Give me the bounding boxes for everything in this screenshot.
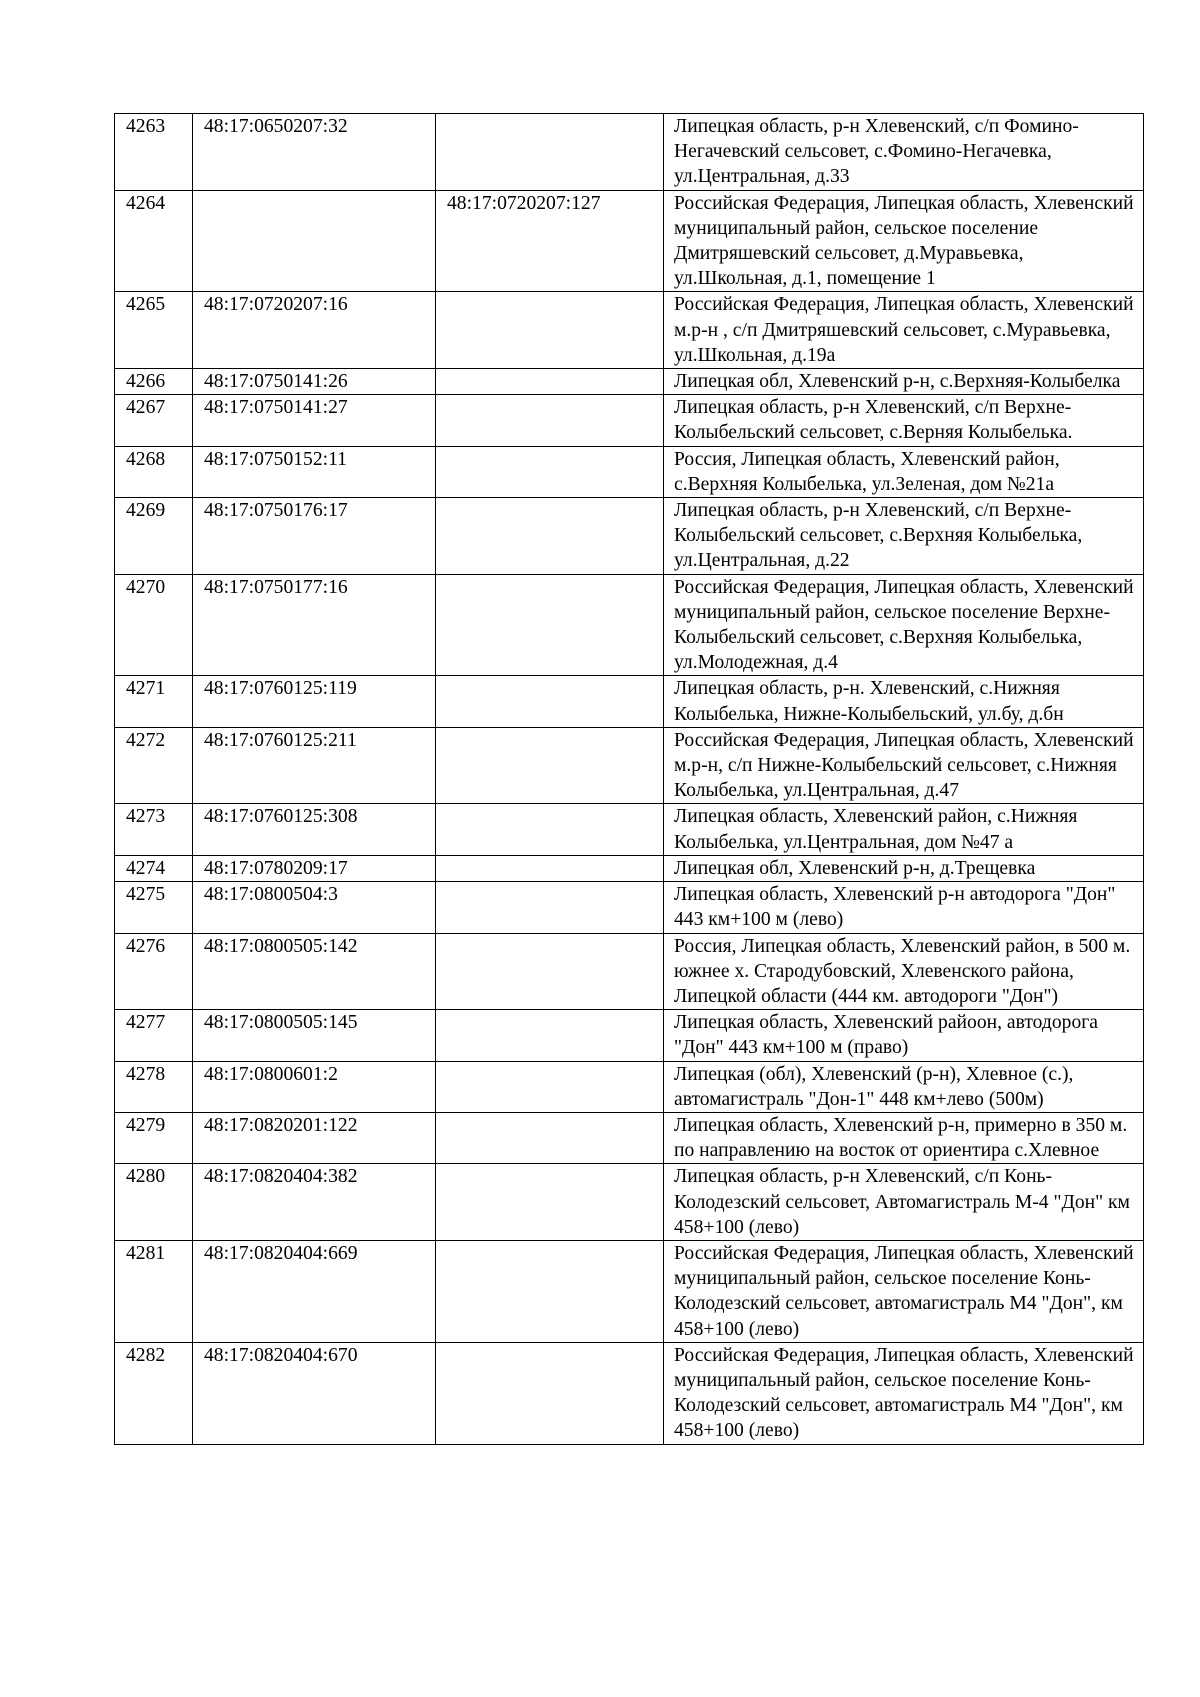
cadastral-number-secondary — [436, 446, 664, 497]
cadastral-number: 48:17:0760125:308 — [193, 804, 436, 855]
table-row — [115, 498, 1144, 575]
address-cell: Россия, Липецкая область, Хлевенский район, с.Верхняя Колыбелька, ул.Зеленая, дом №21а — [664, 446, 1144, 497]
cadastral-number — [193, 190, 436, 292]
table-row — [115, 804, 1144, 855]
cadastral-number: 48:17:0820404:670 — [193, 1342, 436, 1444]
row-number: 4276 — [115, 933, 193, 1010]
cadastral-number-secondary — [436, 292, 664, 369]
table-row — [115, 574, 1144, 676]
row-number: 4272 — [115, 727, 193, 804]
row-number: 4265 — [115, 292, 193, 369]
table-row — [115, 727, 1144, 804]
address-cell: Российская Федерация, Липецкая область, Хлевенский муниципальный район, сельское поселение Конь-Колодезский сельсовет, автомагистраль М4 "Дон", км 458+100 (лево) — [664, 1240, 1144, 1342]
cadastral-number: 48:17:0750152:11 — [193, 446, 436, 497]
address-cell: Липецкая обл, Хлевенский р-н, д.Трещевка — [664, 855, 1144, 881]
address-cell: Липецкая область, р-н Хлевенский, с/п Верхне-Колыбельский сельсовет, с.Верняя Колыбелька. — [664, 395, 1144, 446]
cadastral-number-secondary — [436, 369, 664, 395]
row-number: 4269 — [115, 498, 193, 575]
row-number: 4280 — [115, 1164, 193, 1241]
cadastral-number-secondary — [436, 498, 664, 575]
table-row — [115, 855, 1144, 881]
cadastral-number: 48:17:0750141:26 — [193, 369, 436, 395]
cadastral-number-secondary — [436, 676, 664, 727]
row-number: 4264 — [115, 190, 193, 292]
row-number: 4263 — [115, 114, 193, 191]
address-cell: Российская Федерация, Липецкая область, Хлевенский муниципальный район, сельское поселение Конь-Колодезский сельсовет, автомагистраль М4 "Дон", км 458+100 (лево) — [664, 1342, 1144, 1444]
address-cell: Липецкая область, р-н Хлевенский, с/п Верхне-Колыбельский сельсовет, с.Верхняя Колыбелька, ул.Центральная, д.22 — [664, 498, 1144, 575]
cadastral-number-secondary — [436, 1240, 664, 1342]
row-number: 4282 — [115, 1342, 193, 1444]
cadastral-number-secondary — [436, 882, 664, 933]
cadastral-number-secondary — [436, 727, 664, 804]
cadastral-number: 48:17:0800505:145 — [193, 1010, 436, 1061]
registry-table-body — [115, 114, 1144, 1445]
table-row — [115, 369, 1144, 395]
address-cell: Российская Федерация, Липецкая область, Хлевенский муниципальный район, сельское поселение Дмитряшевский сельсовет, д.Муравьевка, ул.Школьная, д.1, помещение 1 — [664, 190, 1144, 292]
cadastral-number-secondary — [436, 114, 664, 191]
cadastral-number: 48:17:0800504:3 — [193, 882, 436, 933]
table-row — [115, 882, 1144, 933]
cadastral-number-secondary — [436, 1164, 664, 1241]
row-number: 4281 — [115, 1240, 193, 1342]
cadastral-number: 48:17:0760125:119 — [193, 676, 436, 727]
cadastral-number-secondary — [436, 804, 664, 855]
address-cell: Российская Федерация, Липецкая область, Хлевенский муниципальный район, сельское поселение Верхне-Колыбельский сельсовет, с.Верхняя Колыбелька, ул.Молодежная, д.4 — [664, 574, 1144, 676]
cadastral-number: 48:17:0820201:122 — [193, 1112, 436, 1163]
table-row — [115, 292, 1144, 369]
row-number: 4273 — [115, 804, 193, 855]
cadastral-number: 48:17:0800505:142 — [193, 933, 436, 1010]
cadastral-number: 48:17:0750176:17 — [193, 498, 436, 575]
table-row — [115, 1240, 1144, 1342]
address-cell: Липецкая обл, Хлевенский р-н, с.Верхняя-Колыбелка — [664, 369, 1144, 395]
address-cell: Липецкая область, Хлевенский р-н, примерно в 350 м. по направлению на восток от ориентира с.Хлевное — [664, 1112, 1144, 1163]
row-number: 4266 — [115, 369, 193, 395]
table-row — [115, 1342, 1144, 1444]
table-row — [115, 446, 1144, 497]
address-cell: Российская Федерация, Липецкая область, Хлевенский м.р-н , с/п Дмитряшевский сельсовет, с.Муравьевка, ул.Школьная, д.19а — [664, 292, 1144, 369]
table-row — [115, 1061, 1144, 1112]
cadastral-number: 48:17:0650207:32 — [193, 114, 436, 191]
table-row — [115, 190, 1144, 292]
cadastral-number-secondary — [436, 1010, 664, 1061]
row-number: 4277 — [115, 1010, 193, 1061]
address-cell: Липецкая область, Хлевенский р-н автодорога "Дон" 443 км+100 м (лево) — [664, 882, 1144, 933]
row-number: 4267 — [115, 395, 193, 446]
row-number: 4279 — [115, 1112, 193, 1163]
cadastral-number-secondary — [436, 395, 664, 446]
cadastral-number-secondary: 48:17:0720207:127 — [436, 190, 664, 292]
cadastral-number-secondary — [436, 933, 664, 1010]
row-number: 4271 — [115, 676, 193, 727]
table-row — [115, 1010, 1144, 1061]
table-row — [115, 114, 1144, 191]
table-row — [115, 676, 1144, 727]
cadastral-number: 48:17:0780209:17 — [193, 855, 436, 881]
address-cell: Липецкая область, Хлевенский райоон, автодорога "Дон" 443 км+100 м (право) — [664, 1010, 1144, 1061]
cadastral-number: 48:17:0820404:382 — [193, 1164, 436, 1241]
row-number: 4274 — [115, 855, 193, 881]
table-row — [115, 933, 1144, 1010]
address-cell: Российская Федерация, Липецкая область, Хлевенский м.р-н, с/п Нижне-Колыбельский сельсовет, с.Нижняя Колыбелька, ул.Центральная, д.47 — [664, 727, 1144, 804]
cadastral-number: 48:17:0820404:669 — [193, 1240, 436, 1342]
cadastral-number-secondary — [436, 1061, 664, 1112]
cadastral-number: 48:17:0720207:16 — [193, 292, 436, 369]
address-cell: Липецкая область, р-н Хлевенский, с/п Фомино-Негачевский сельсовет, с.Фомино-Негачевка, ул.Центральная, д.33 — [664, 114, 1144, 191]
cadastral-number: 48:17:0750141:27 — [193, 395, 436, 446]
table-row — [115, 1112, 1144, 1163]
cadastral-number-secondary — [436, 1112, 664, 1163]
row-number: 4270 — [115, 574, 193, 676]
cadastral-number: 48:17:0760125:211 — [193, 727, 436, 804]
table-row — [115, 395, 1144, 446]
address-cell: Липецкая (обл), Хлевенский (р-н), Хлевное (с.), автомагистраль "Дон-1" 448 км+лево (500м) — [664, 1061, 1144, 1112]
address-cell: Россия, Липецкая область, Хлевенский район, в 500 м. южнее х. Стародубовский, Хлевенского района, Липецкой области (444 км. автодороги "Дон") — [664, 933, 1144, 1010]
address-cell: Липецкая область, р-н. Хлевенский, с.Нижняя Колыбелька, Нижне-Колыбельский, ул.бу, д.бн — [664, 676, 1144, 727]
registry-table — [114, 113, 1144, 1445]
cadastral-number: 48:17:0750177:16 — [193, 574, 436, 676]
cadastral-number-secondary — [436, 855, 664, 881]
row-number: 4275 — [115, 882, 193, 933]
cadastral-number-secondary — [436, 574, 664, 676]
cadastral-number: 48:17:0800601:2 — [193, 1061, 436, 1112]
table-row — [115, 1164, 1144, 1241]
address-cell: Липецкая область, Хлевенский район, с.Нижняя Колыбелька, ул.Центральная, дом №47 а — [664, 804, 1144, 855]
row-number: 4268 — [115, 446, 193, 497]
row-number: 4278 — [115, 1061, 193, 1112]
address-cell: Липецкая область, р-н Хлевенский, с/п Конь-Колодезский сельсовет, Автомагистраль М-4 "Дон" км 458+100 (лево) — [664, 1164, 1144, 1241]
cadastral-number-secondary — [436, 1342, 664, 1444]
